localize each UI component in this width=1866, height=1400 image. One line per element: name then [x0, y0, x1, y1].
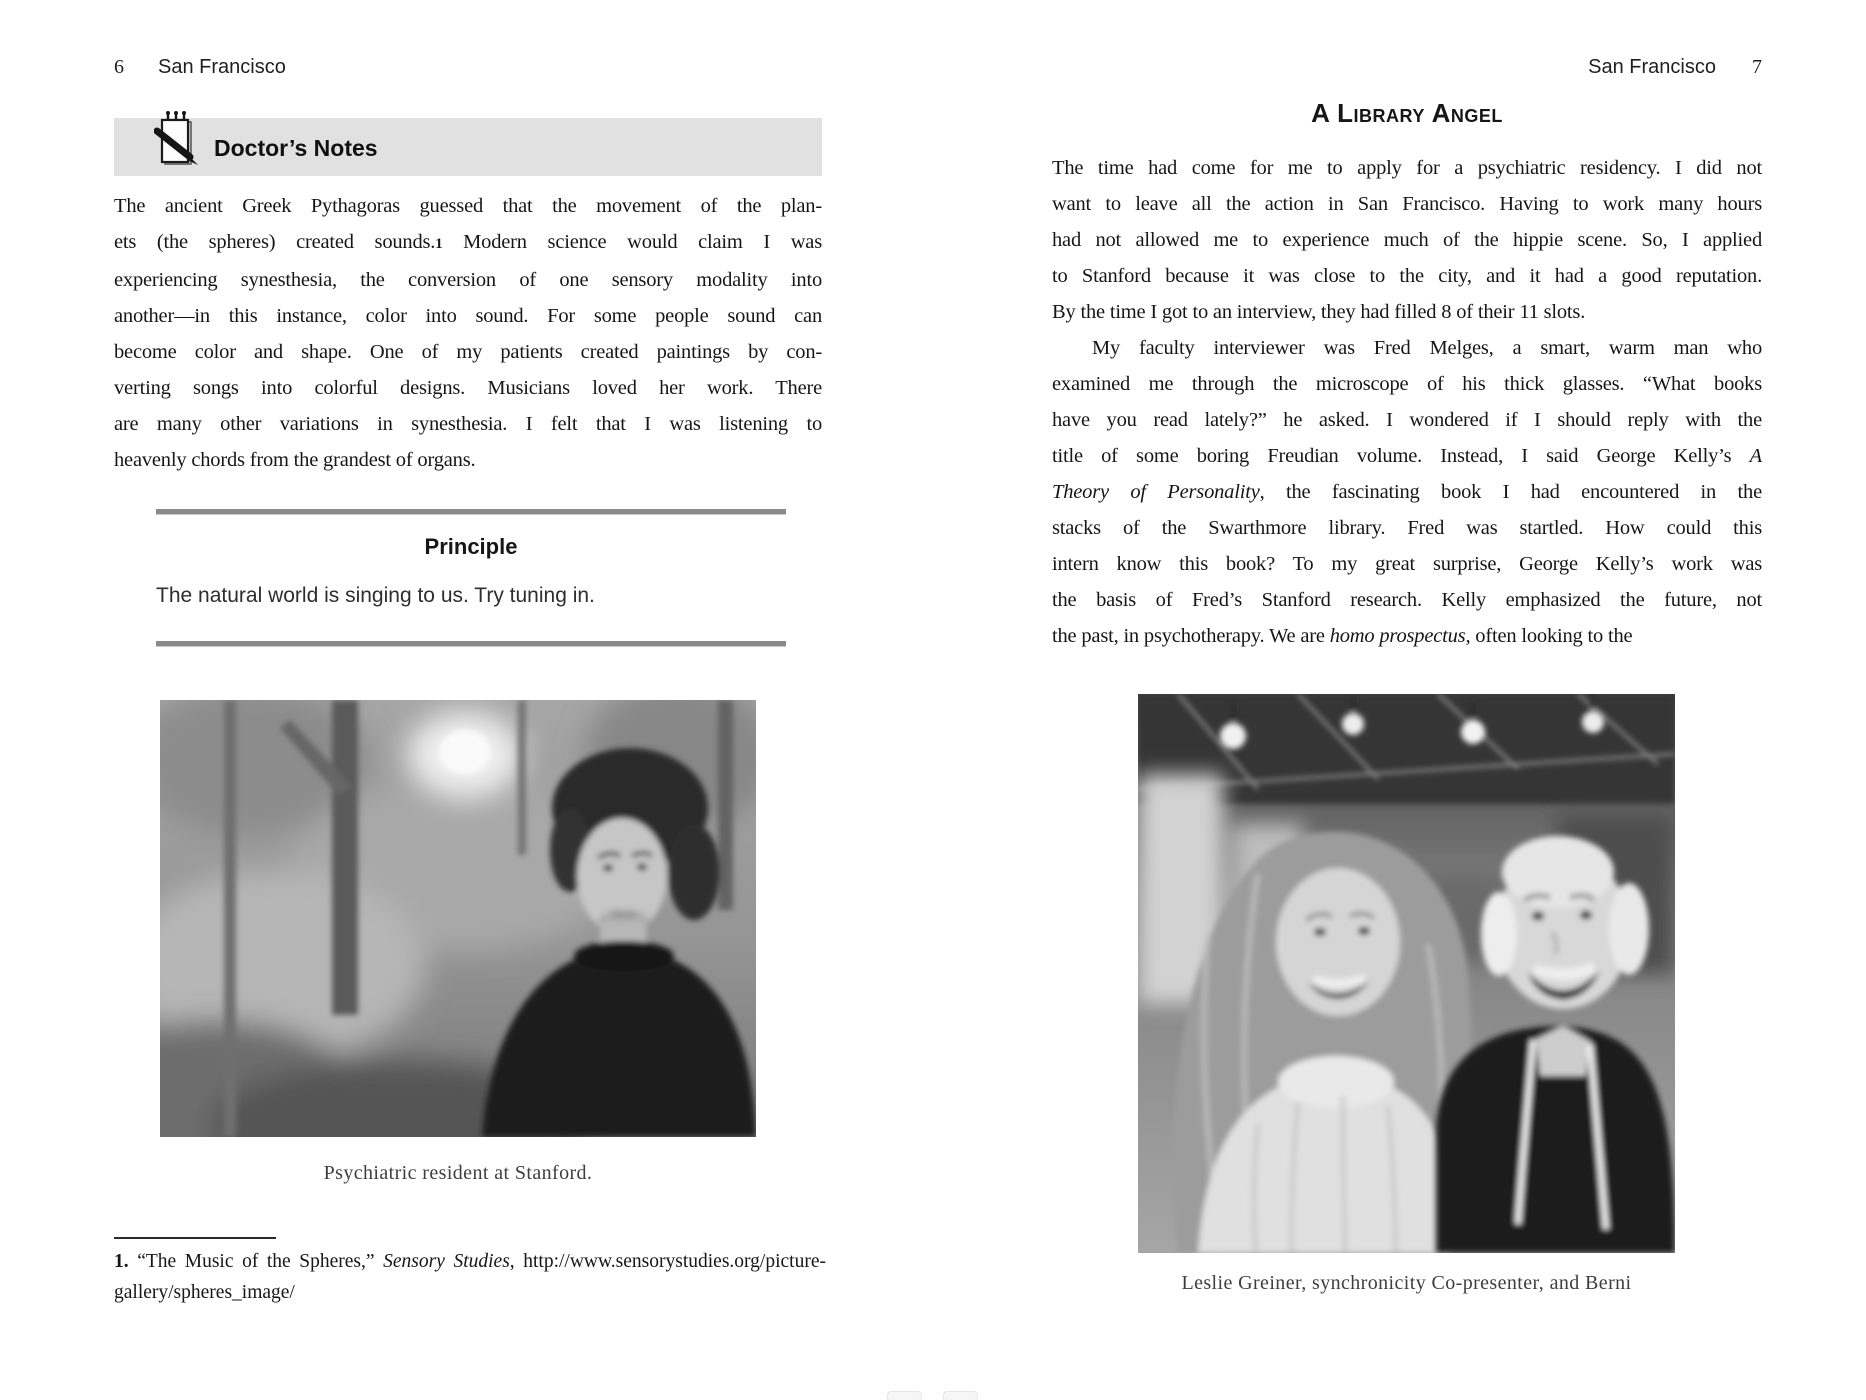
stanford-resident-photo: [160, 700, 756, 1137]
principle-heading: Principle: [424, 534, 518, 559]
running-head-left: [114, 56, 286, 79]
principle-quote: The natural world is singing to us. Try tuning in.: [156, 584, 595, 607]
doctors-notes-box: [114, 118, 822, 176]
page-number-right: 7: [1752, 56, 1762, 78]
footnote: 1. “The Music of the Spheres,” Sensory Studies, http://www.sensorystudies.org/picture- gallery/spheres_image/: [114, 1251, 826, 1303]
left-photo-caption: Psychiatric resident at Stanford.: [323, 1162, 593, 1184]
principle-divider-top: [156, 509, 786, 515]
right-paragraph-1: The time had come for me to apply for a psychiatric residency. I did not want to leave all the action in San Francisco. Having to work many hours had not allowed me to experience much of the hippie scene. So, I applied to Stanford because it was close to the city, and it had a good reputation. By the time I got to an interview, they had filled 8 of their 11 slots.: [1052, 157, 1762, 323]
running-head-title-left: San Francisco: [158, 56, 286, 78]
footnote-divider: [114, 1237, 276, 1239]
running-head-title-right: San Francisco: [1588, 56, 1716, 78]
page-thumbnails: [887, 1391, 1007, 1400]
doctors-notes-title: Doctor’s Notes: [214, 135, 378, 161]
running-head-right: [1052, 56, 1762, 79]
page-number-left: 6: [114, 56, 124, 78]
left-body-paragraph: The ancient Greek Pythagoras guessed that the movement of the plan- ets (the spheres) created sounds.1 Modern science would claim I was experiencing synesthesia, the conversion of one sensory modality into another—in this instance, color into sound. For some people sound can become color and shape. One of my patients created paintings by con- verting songs into colorful designs. Musicians loved her work. There are many other variations in synesthesia. I felt that I was listening to heavenly chords from the grandest of organs.: [114, 195, 822, 471]
principle-divider-bottom: [156, 641, 786, 647]
leslie-and-berni-photo: [1138, 694, 1675, 1253]
page-thumbnail-2[interactable]: [943, 1391, 978, 1400]
notepad-pen-icon: [154, 108, 200, 170]
right-paragraph-2: My faculty interviewer was Fred Melges, a smart, warm man who examined me through the microscope of his thick glasses. “What books have you read lately?” he asked. I wondered if I should reply with the title of some boring Freudian volume. Instead, I said George Kelly’s A Theory of Personality, the fascinating book I had encountered in the stacks of the Swarthmore library. Fred was startled. How could this intern know this book? To my great surprise, George Kelly’s work was the basis of Fred’s Stanford research. Kelly emphasized the future, not the past, in psychotherapy. We are homo prospectus, often looking to the: [1052, 337, 1762, 647]
page-thumbnail-1[interactable]: [887, 1391, 922, 1400]
right-body: [1052, 150, 1762, 654]
section-title: A Library Angel: [1311, 98, 1503, 128]
right-photo-caption: Leslie Greiner, synchronicity Co-presenter, and Berni: [1181, 1272, 1632, 1294]
